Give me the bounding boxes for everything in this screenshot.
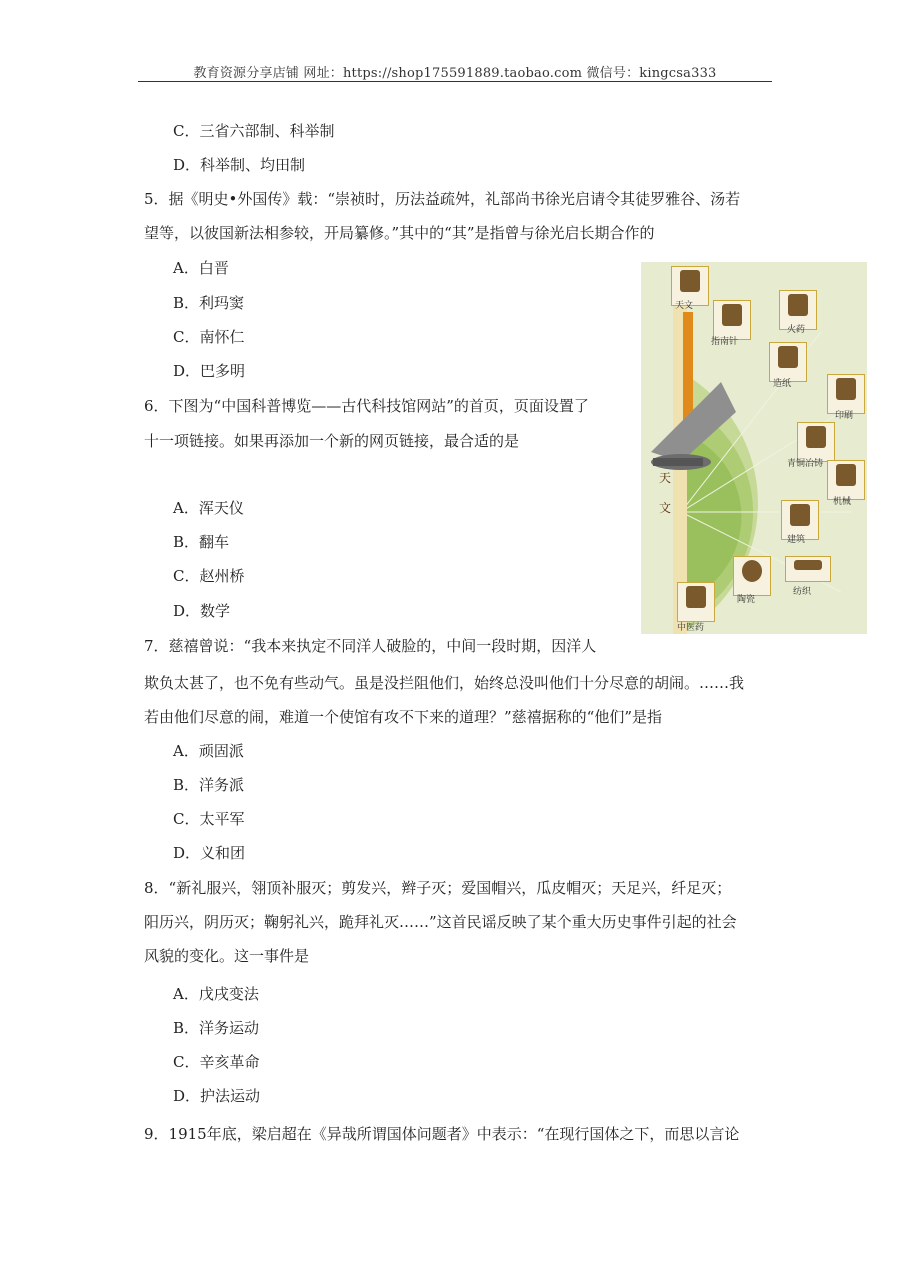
node-label-medicine: 中医药	[677, 623, 705, 633]
node-label-machinery: 机械	[833, 497, 852, 507]
node-label-bronze: 青铜冶铸	[787, 459, 824, 469]
answer-option: B．翻车	[173, 533, 230, 551]
answer-option: A．戊戌变法	[173, 985, 259, 1003]
answer-option: D．数学	[173, 602, 231, 620]
answer-option: C．三省六部制、科举制	[173, 122, 335, 140]
question-text: 风貌的变化。这一事件是	[144, 947, 310, 965]
answer-option: A．顽固派	[173, 742, 244, 760]
question-text: 9．1915年底，梁启超在《异哉所谓国体问题者》中表示：“在现行国体之下，而思以言论	[144, 1125, 740, 1143]
svg-text:文: 文	[659, 501, 672, 515]
answer-option: C．太平军	[173, 810, 245, 828]
question-text: 阳历兴，阴历灭；鞠躬礼兴，跪拜礼灭……”这首民谣反映了某个重大历史事件引起的社会	[144, 913, 737, 931]
question-text: 若由他们尽意的闹，难道一个使馆有攻不下来的道理？”慈禧据称的“他们”是指	[144, 708, 663, 726]
question-text: 5．据《明史•外国传》载：“崇祯时，历法益疏舛，礼部尚书徐光启请令其徒罗雅谷、汤若	[144, 190, 741, 208]
node-medicine[interactable]	[677, 582, 715, 622]
answer-option: B．洋务运动	[173, 1019, 260, 1037]
question-text: 望等，以彼国新法相参较，开局纂修。”其中的“其”是指曾与徐光启长期合作的	[144, 224, 655, 242]
answer-option: C．辛亥革命	[173, 1053, 260, 1071]
question-text: 6．下图为“中国科普博览——古代科技馆网站”的首页，页面设置了	[144, 397, 589, 415]
answer-option: C．赵州桥	[173, 567, 245, 585]
museum-homepage-figure	[641, 262, 867, 634]
answer-option: D．巴多明	[173, 362, 246, 380]
answer-option: D．科举制、均田制	[173, 156, 306, 174]
header-rule	[138, 81, 772, 82]
answer-option: D．义和团	[173, 844, 246, 862]
question-text: 8．“新礼服兴，翎顶补服灭；剪发兴，辫子灭；爱国帽兴，瓜皮帽灭；天足兴，纤足灭；	[144, 879, 732, 897]
node-label-astronomy: 天文	[675, 301, 694, 311]
svg-text:天: 天	[659, 471, 672, 485]
node-label-ceramics: 陶瓷	[737, 595, 756, 605]
answer-option: B．利玛窦	[173, 294, 245, 312]
answer-option: A．白晋	[173, 259, 229, 277]
node-textile[interactable]	[785, 556, 831, 582]
answer-option: C．南怀仁	[173, 328, 245, 346]
answer-option: A．浑天仪	[173, 499, 244, 517]
question-text: 7．慈禧曾说：“我本来执定不同洋人破脸的，中间一段时期，因洋人	[144, 637, 597, 655]
node-ceramics[interactable]	[733, 556, 771, 596]
node-label-printing: 印刷	[835, 411, 854, 421]
node-label-papermaking: 造纸	[773, 379, 792, 389]
node-label-architecture: 建筑	[787, 535, 806, 545]
page-header: 教育资源分享店铺 网址：https://shop175591889.taobao.com 微信号：kingcsa333	[193, 66, 717, 81]
node-label-textile: 纺织	[793, 587, 812, 597]
question-text: 欺负太甚了，也不免有些动气。虽是没拦阻他们，始终总没叫他们十分尽意的胡闹。……我	[144, 674, 745, 692]
answer-option: D．护法运动	[173, 1087, 261, 1105]
node-label-compass: 指南针	[711, 337, 739, 347]
question-text: 十一项链接。如果再添加一个新的网页链接，最合适的是	[144, 432, 520, 450]
node-label-gunpowder: 火药	[787, 325, 806, 335]
answer-option: B．洋务派	[173, 776, 245, 794]
